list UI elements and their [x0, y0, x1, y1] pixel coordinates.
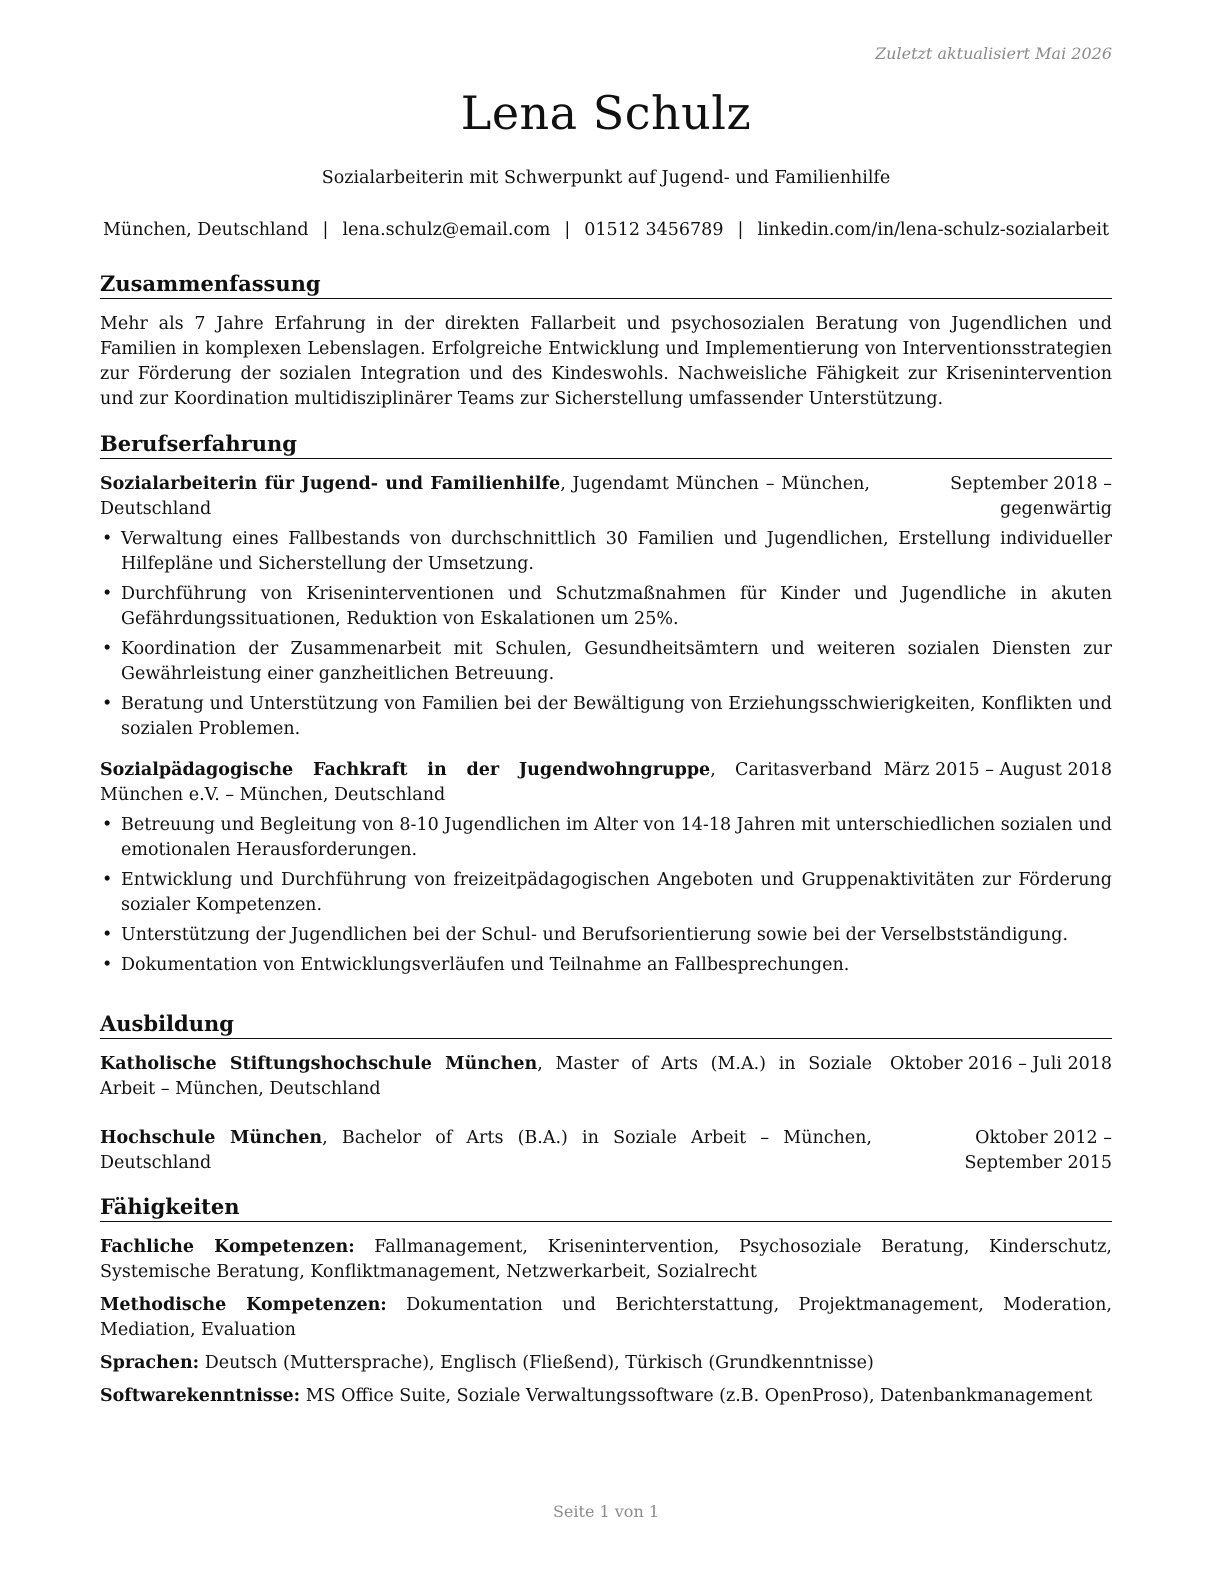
contact-location: München, Deutschland: [103, 220, 309, 240]
skill-value: Fallmanagement, Krisenintervention, Psychosoziale Beratung, Kinderschutz, Systemische Beratung, Konfliktmanagement, Netzwerkarbeit, Sozialrecht: [100, 1237, 1112, 1282]
section-title: Berufserfahrung: [100, 431, 1112, 459]
contact-separator: |: [322, 220, 329, 240]
skill-value: Dokumentation und Berichterstattung, Projektmanagement, Moderation, Mediation, Evaluation: [100, 1295, 1112, 1340]
job-role: Sozialarbeiterin für Jugend- und Familienhilfe: [100, 474, 561, 494]
education-dates: Oktober 2016 – Juli 2018: [890, 1054, 1112, 1074]
skill-row: [100, 1235, 1112, 1285]
education-school: Katholische Stiftungshochschule München: [100, 1054, 538, 1074]
education-header: [100, 1126, 1112, 1176]
education-degree: , Master of Arts (M.A.) in Soziale Arbeit – München, Deutschland: [100, 1054, 872, 1099]
contact-line: [96, 220, 1116, 240]
candidate-tagline: Sozialarbeiterin mit Schwerpunkt auf Jugend- und Familienhilfe: [321, 168, 891, 188]
job-entry: [100, 758, 1112, 978]
job-dates: März 2015 – August 2018: [883, 760, 1112, 780]
skill-label: Methodische Kompetenzen:: [100, 1295, 387, 1315]
section-title: Zusammenfassung: [100, 271, 1112, 299]
list-item: • Verwaltung eines Fallbestands von durchschnittlich 30 Familien und Jugendlichen, Erstellung individueller Hilfepläne und Sicherstellung der Umsetzung.: [100, 527, 1112, 577]
job-organization: , Caritasverband München e.V. – München, Deutschland: [100, 760, 872, 805]
education-header: [100, 1052, 1112, 1102]
job-bullets: [100, 527, 1112, 742]
job-title-line: [100, 472, 874, 522]
page-number: Seite 1 von 1: [552, 1502, 660, 1521]
job-bullets: [100, 813, 1112, 978]
skill-label: Softwarekenntnisse:: [100, 1386, 301, 1406]
experience-section: [100, 431, 1112, 990]
education-degree: , Bachelor of Arts (B.A.) in Soziale Arbeit – München, Deutschland: [100, 1128, 872, 1173]
list-item: • Beratung und Unterstützung von Familien bei der Bewältigung von Erziehungsschwierigkeiten, Konflikten und sozialen Problemen.: [100, 692, 1112, 742]
job-dates: September 2018 – gegenwärtig: [950, 474, 1112, 519]
education-entry: [100, 1052, 1112, 1102]
skill-row: [100, 1293, 1112, 1343]
section-title: Ausbildung: [100, 1011, 1112, 1039]
education-section: [100, 1011, 1112, 1188]
education-dates: Oktober 2012 – September 2015: [964, 1128, 1112, 1173]
job-header: [100, 758, 1112, 808]
summary-section: [100, 271, 1112, 412]
education-title-line: [100, 1052, 876, 1102]
job-entry: [100, 472, 1112, 742]
education-entry: [100, 1126, 1112, 1176]
list-item: • Betreuung und Begleitung von 8-10 Jugendlichen im Alter von 14-18 Jahren mit unterschiedlichen sozialen und emotionalen Herausforderungen.: [100, 813, 1112, 863]
job-header: [100, 472, 1112, 522]
contact-separator: |: [564, 220, 571, 240]
skills-section: [100, 1194, 1112, 1417]
list-item: • Dokumentation von Entwicklungsverläufen und Teilnahme an Fallbesprechungen.: [100, 953, 1112, 978]
skill-label: Fachliche Kompetenzen:: [100, 1237, 355, 1257]
list-item: • Unterstützung der Jugendlichen bei der Schul- und Berufsorientierung sowie bei der Verselbstständigung.: [100, 923, 1112, 948]
job-title-line: [100, 758, 876, 808]
contact-email[interactable]: lena.schulz@email.com: [342, 220, 551, 240]
contact-phone[interactable]: 01512 3456789: [584, 220, 724, 240]
skill-label: Sprachen:: [100, 1353, 200, 1373]
skill-value: Deutsch (Muttersprache), Englisch (Fließend), Türkisch (Grundkenntnisse): [199, 1353, 874, 1373]
education-school: Hochschule München: [100, 1128, 323, 1148]
section-title: Fähigkeiten: [100, 1194, 1112, 1222]
job-role: Sozialpädagogische Fachkraft in der Jugendwohngruppe: [100, 760, 711, 780]
list-item: • Entwicklung und Durchführung von freizeitpädagogischen Angeboten und Gruppenaktivitäten zur Förderung sozialer Kompetenzen.: [100, 868, 1112, 918]
list-item: • Koordination der Zusammenarbeit mit Schulen, Gesundheitsämtern und weiteren sozialen Diensten zur Gewährleistung einer ganzheitlichen Betreuung.: [100, 637, 1112, 687]
skill-value: MS Office Suite, Soziale Verwaltungssoftware (z.B. OpenProso), Datenbankmanagement: [300, 1386, 1093, 1406]
summary-text: Mehr als 7 Jahre Erfahrung in der direkten Fallarbeit und psychosozialen Beratung von Jugendlichen und Familien in komplexen Lebenslagen. Erfolgreiche Entwicklung und Implementierung von Interventionsstrategien zur Förderung der sozialen Integration und des Kindeswohls. Nachweisliche Fähigkeit zur Krisenintervention und zur Koordination multidisziplinärer Teams zur Sicherstellung umfassender Unterstützung.: [100, 314, 1112, 409]
contact-separator: |: [737, 220, 744, 240]
skill-row: [100, 1351, 1112, 1376]
candidate-name: Lena Schulz: [460, 86, 752, 140]
last-updated-note: Zuletzt aktualisiert Mai 2026: [875, 44, 1112, 63]
resume-page: [100, 0, 1112, 1584]
list-item: • Durchführung von Kriseninterventionen und Schutzmaßnahmen für Kinder und Jugendliche in akuten Gefährdungssituationen, Reduktion von Eskalationen um 25%.: [100, 582, 1112, 632]
job-organization: , Jugendamt München – München, Deutschland: [100, 474, 870, 519]
contact-linkedin[interactable]: linkedin.com/in/lena-schulz-sozialarbeit: [757, 220, 1109, 240]
education-title-line: [100, 1126, 876, 1176]
skill-row: [100, 1384, 1112, 1409]
